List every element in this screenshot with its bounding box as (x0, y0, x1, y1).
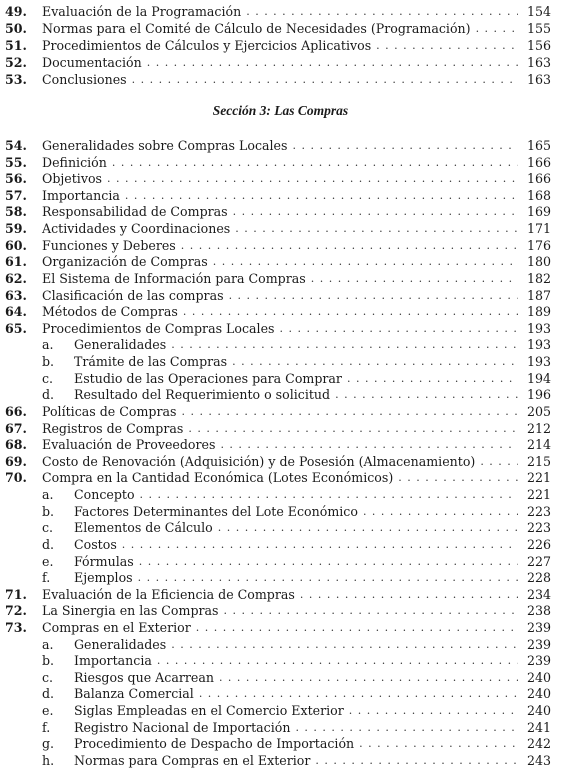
toc-entry[interactable] (0, 221, 561, 237)
subentry-letter: c. (42, 670, 54, 685)
page-number: 239 (526, 637, 551, 652)
page-number: 240 (526, 703, 551, 718)
dot-leader (232, 354, 518, 370)
toc-entry[interactable] (0, 271, 561, 287)
dot-leader (233, 204, 518, 220)
page-number: 212 (526, 421, 551, 436)
page-number: 238 (526, 603, 551, 618)
entry-title: El Sistema de Información para Compras (42, 271, 306, 286)
page-number: 187 (526, 288, 551, 303)
toc-subentry[interactable] (0, 703, 561, 719)
entry-number: 61. (5, 254, 27, 269)
entry-title: Generalidades (74, 637, 167, 652)
entry-title: Evaluación de Proveedores (42, 437, 216, 452)
dot-leader (292, 138, 518, 154)
dot-leader (235, 221, 518, 237)
entry-title: Clasificación de las compras (42, 288, 224, 303)
subentry-letter: a. (42, 637, 54, 652)
entry-number: 59. (5, 221, 27, 236)
entry-title: Fórmulas (74, 554, 134, 569)
toc-entry[interactable] (0, 421, 561, 437)
page-number: 196 (526, 387, 551, 402)
dot-leader (363, 504, 518, 520)
entry-number: 67. (5, 421, 27, 436)
dot-leader (220, 437, 518, 453)
dot-leader (349, 703, 518, 719)
entry-title: La Sinergia en las Compras (42, 603, 219, 618)
entry-title: Generalidades sobre Compras Locales (42, 138, 288, 153)
entry-number: 51. (5, 38, 27, 53)
toc-subentry[interactable] (0, 720, 561, 736)
dot-leader (315, 753, 518, 769)
toc-subentry[interactable] (0, 554, 561, 570)
dot-leader (218, 520, 518, 536)
entry-title: Registros de Compras (42, 421, 184, 436)
page-number: 155 (526, 21, 551, 36)
subentry-letter: d. (42, 686, 55, 701)
dot-leader (147, 55, 518, 71)
entry-title: Conclusiones (42, 72, 127, 87)
page-number: 239 (526, 653, 551, 668)
dot-leader (140, 487, 518, 503)
subentry-letter: h. (42, 753, 55, 768)
dot-leader (132, 72, 518, 88)
dot-leader (246, 4, 518, 20)
page-number: 228 (526, 570, 551, 585)
entry-title: Elementos de Cálculo (74, 520, 213, 535)
toc-entry[interactable] (0, 171, 561, 187)
dot-leader (171, 637, 518, 653)
entry-title: Funciones y Deberes (42, 238, 176, 253)
toc-subentry[interactable] (0, 753, 561, 769)
subentry-letter: b. (42, 504, 55, 519)
entry-number: 55. (5, 155, 27, 170)
dot-leader (476, 21, 518, 37)
toc-entry[interactable] (0, 470, 561, 486)
subentry-letter: e. (42, 703, 54, 718)
entry-number: 56. (5, 171, 27, 186)
entry-number: 68. (5, 437, 27, 452)
page-number: 194 (526, 371, 551, 386)
entry-number: 69. (5, 454, 27, 469)
dot-leader (196, 620, 518, 636)
toc-subentry[interactable] (0, 337, 561, 353)
subentry-letter: c. (42, 520, 54, 535)
section-heading: Sección 3: Las Compras (212, 103, 349, 118)
toc-subentry[interactable] (0, 354, 561, 370)
toc-entry[interactable] (0, 254, 561, 270)
entry-number: 73. (5, 620, 27, 635)
entry-title: Compras en el Exterior (42, 620, 191, 635)
page-number: 221 (526, 470, 551, 485)
entry-title: Objetivos (42, 171, 102, 186)
page-number: 242 (526, 736, 551, 751)
toc-entry[interactable] (0, 188, 561, 204)
toc-entry[interactable] (0, 404, 561, 420)
dot-leader (188, 421, 518, 437)
dot-leader (300, 587, 518, 603)
entry-title: Registro Nacional de Importación (74, 720, 291, 735)
toc-subentry[interactable] (0, 504, 561, 520)
entry-number: 62. (5, 271, 27, 286)
entry-title: Siglas Empleadas en el Comercio Exterior (74, 703, 344, 718)
page-number: 215 (526, 454, 551, 469)
toc-entry[interactable] (0, 321, 561, 337)
page-number: 166 (526, 155, 551, 170)
toc-subentry[interactable] (0, 653, 561, 669)
page-number: 189 (526, 304, 551, 319)
page-number: 171 (526, 221, 551, 236)
page-number: 214 (526, 437, 551, 452)
entry-title: Responsabilidad de Compras (42, 204, 228, 219)
toc-entry[interactable] (0, 304, 561, 320)
toc-subentry[interactable] (0, 637, 561, 653)
page-number: 243 (526, 753, 551, 768)
dot-leader (359, 736, 518, 752)
entry-title: Trámite de las Compras (74, 354, 228, 369)
page-number: 168 (526, 188, 551, 203)
dot-leader (311, 271, 518, 287)
toc-entry[interactable] (0, 288, 561, 304)
subentry-letter: b. (42, 354, 55, 369)
entry-number: 70. (5, 470, 27, 485)
dot-leader (376, 38, 518, 54)
toc-entry[interactable] (0, 620, 561, 636)
entry-title: Riesgos que Acarrean (74, 670, 214, 685)
subentry-letter: b. (42, 653, 55, 668)
subentry-letter: d. (42, 387, 55, 402)
dot-leader (181, 404, 518, 420)
entry-title: Concepto (74, 487, 135, 502)
dot-leader (347, 371, 518, 387)
entry-title: Importancia (42, 188, 120, 203)
entry-number: 53. (5, 72, 27, 87)
entry-number: 52. (5, 55, 27, 70)
toc-entry[interactable] (0, 4, 561, 20)
entry-title: Políticas de Compras (42, 404, 177, 419)
dot-leader (219, 670, 518, 686)
entry-title: Evaluación de la Programación (42, 4, 242, 19)
toc-entry[interactable] (0, 204, 561, 220)
dot-leader (122, 537, 518, 553)
dot-leader (199, 686, 518, 702)
page-number: 240 (526, 670, 551, 685)
dot-leader (213, 254, 518, 270)
entry-number: 71. (5, 587, 27, 602)
page-number: 234 (526, 587, 551, 602)
entry-title: Costo de Renovación (Adquisición) y de Posesión (Almacenamiento) (42, 454, 476, 469)
page-number: 163 (526, 55, 551, 70)
dot-leader (183, 304, 518, 320)
subentry-letter: g. (42, 736, 55, 751)
subentry-letter: f. (42, 720, 51, 735)
entry-title: Procedimientos de Compras Locales (42, 321, 275, 336)
entry-title: Organización de Compras (42, 254, 208, 269)
entry-title: Procedimientos de Cálculos y Ejercicios Aplicativos (42, 38, 372, 53)
page-number: 193 (526, 337, 551, 352)
entry-number: 57. (5, 188, 27, 203)
toc-entry[interactable] (0, 155, 561, 171)
dot-leader (107, 171, 518, 187)
page-number: 154 (526, 4, 551, 19)
toc-subentry[interactable] (0, 736, 561, 752)
dot-leader (171, 337, 518, 353)
entry-title: Definición (42, 155, 107, 170)
page-number: 240 (526, 686, 551, 701)
entry-title: Balanza Comercial (74, 686, 194, 701)
toc-entry[interactable] (0, 587, 561, 603)
toc-entry[interactable] (0, 437, 561, 453)
page-number: 166 (526, 171, 551, 186)
dot-leader (280, 321, 519, 337)
toc-entry[interactable] (0, 138, 561, 154)
entry-number: 64. (5, 304, 27, 319)
dot-leader (295, 720, 518, 736)
page-number: 193 (526, 321, 551, 336)
toc-subentry[interactable] (0, 487, 561, 503)
entry-title: Factores Determinantes del Lote Económico (74, 504, 358, 519)
entry-title: Importancia (74, 653, 152, 668)
subentry-letter: d. (42, 537, 55, 552)
page-number: 205 (526, 404, 551, 419)
page-number: 169 (526, 204, 551, 219)
dot-leader (224, 603, 519, 619)
toc-entry[interactable] (0, 454, 561, 470)
toc-subentry[interactable] (0, 387, 561, 403)
entry-number: 65. (5, 321, 27, 336)
entry-title: Resultado del Requerimiento o solicitud (74, 387, 331, 402)
subentry-letter: a. (42, 487, 54, 502)
dot-leader (398, 470, 518, 486)
dot-leader (125, 188, 518, 204)
entry-number: 72. (5, 603, 27, 618)
subentry-letter: a. (42, 337, 54, 352)
entry-number: 49. (5, 4, 27, 19)
page-number: 165 (526, 138, 551, 153)
entry-number: 66. (5, 404, 27, 419)
entry-title: Evaluación de la Eficiencia de Compras (42, 587, 295, 602)
entry-number: 63. (5, 288, 27, 303)
page-number: 176 (526, 238, 551, 253)
page-number: 223 (526, 520, 551, 535)
page-number: 163 (526, 72, 551, 87)
toc-subentry[interactable] (0, 537, 561, 553)
entry-title: Procedimiento de Despacho de Importación (74, 736, 355, 751)
entry-title: Documentación (42, 55, 142, 70)
page-number: 193 (526, 354, 551, 369)
dot-leader (138, 570, 518, 586)
toc-entry[interactable] (0, 72, 561, 88)
page-number: 223 (526, 504, 551, 519)
dot-leader (480, 454, 518, 470)
dot-leader (157, 653, 518, 669)
toc-entry[interactable] (0, 238, 561, 254)
page-number: 180 (526, 254, 551, 269)
entry-title: Actividades y Coordinaciones (42, 221, 231, 236)
entry-title: Métodos de Compras (42, 304, 178, 319)
page-number: 239 (526, 620, 551, 635)
toc-subentry[interactable] (0, 371, 561, 387)
subentry-letter: c. (42, 371, 54, 386)
dot-leader (112, 155, 518, 171)
entry-title: Estudio de las Operaciones para Comprar (74, 371, 342, 386)
entry-title: Ejemplos (74, 570, 133, 585)
subentry-letter: e. (42, 554, 54, 569)
page-number: 221 (526, 487, 551, 502)
dot-leader (229, 288, 518, 304)
subentry-letter: f. (42, 570, 51, 585)
entry-number: 54. (5, 138, 27, 153)
toc-entry[interactable] (0, 603, 561, 619)
page-number: 226 (526, 537, 551, 552)
entry-title: Costos (74, 537, 117, 552)
toc-entry[interactable] (0, 38, 561, 54)
entry-title: Normas para Compras en el Exterior (74, 753, 311, 768)
toc-entry[interactable] (0, 55, 561, 71)
page-number: 241 (526, 720, 551, 735)
toc-entry[interactable] (0, 21, 561, 37)
entry-number: 60. (5, 238, 27, 253)
entry-title: Generalidades (74, 337, 167, 352)
entry-number: 50. (5, 21, 27, 36)
page-number: 156 (526, 38, 551, 53)
toc-subentry[interactable] (0, 686, 561, 702)
toc-subentry[interactable] (0, 570, 561, 586)
toc-subentry[interactable] (0, 520, 561, 536)
dot-leader (335, 387, 518, 403)
dot-leader (181, 238, 518, 254)
entry-title: Normas para el Comité de Cálculo de Necesidades (Programación) (42, 21, 471, 36)
entry-title: Compra en la Cantidad Económica (Lotes Económicos) (42, 470, 394, 485)
page-number: 227 (526, 554, 551, 569)
entry-number: 58. (5, 204, 27, 219)
toc-subentry[interactable] (0, 670, 561, 686)
page-number: 182 (526, 271, 551, 286)
dot-leader (139, 554, 518, 570)
